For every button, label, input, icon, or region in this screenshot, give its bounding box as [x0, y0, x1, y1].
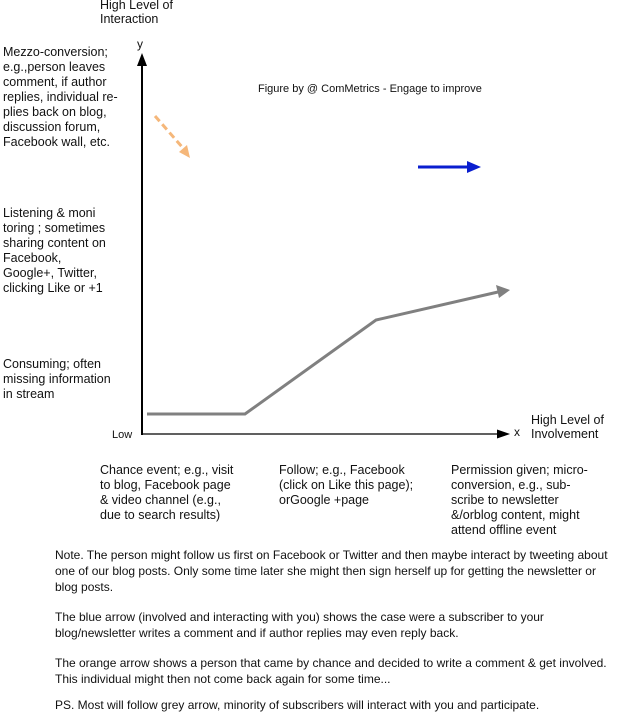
orange-arrowhead [179, 145, 190, 158]
x-axis-arrowhead [497, 430, 510, 439]
ps-note: PS. Most will follow grey arrow, minority of subscribers will interact with you and participate. [55, 698, 540, 712]
x-level-chance-event: Chance event; e.g., visit to blog, Facebook page & video channel (e.g., due to search results) [100, 463, 234, 522]
y-axis-arrowhead [137, 53, 147, 66]
x-level-permission: Permission given; micro- conversion, e.g., sub- scribe to newsletter &/orblog content, might attend offline event [451, 463, 588, 537]
blue-arrow-note: The blue arrow (involved and interacting with you) shows the case were a subscriber to your blog/newsletter writes a comment and if author replies may even reply back. [55, 610, 544, 640]
y-level-mezzo-conversion: Mezzo-conversion; e.g.,person leaves comment, if author replies, individual re- plies back on blog, discussion forum, Facebook wall, etc. [3, 45, 118, 149]
x-axis-symbol: x [514, 425, 520, 439]
grey-arrowhead [496, 285, 510, 298]
blue-arrowhead [467, 161, 481, 173]
orange-dashed-arrow [155, 116, 183, 148]
x-level-follow: Follow; e.g., Facebook (click on Like this page); orGoogle +page [279, 463, 414, 507]
y-level-consuming: Consuming; often missing information in stream [3, 357, 111, 401]
note-paragraph: Note. The person might follow us first on Facebook or Twitter and then maybe interact by tweeting about one of our blog posts. Only some time later she might then sign herself up for getting the newsletter or blog posts. [55, 548, 608, 594]
y-axis-title: High Level of Interaction [100, 0, 173, 26]
orange-arrow-note: The orange arrow shows a person that came by chance and decided to write a comment & get involved. This individual might then not come back again for some time... [55, 656, 607, 686]
grey-path-arrow [147, 292, 498, 414]
y-level-listening: Listening & moni toring ; sometimes sharing content on Facebook, Google+, Twitter, clicking Like or +1 [3, 206, 106, 295]
y-axis-symbol: y [137, 37, 143, 51]
origin-label: Low [112, 429, 133, 441]
x-axis-title: High Level of Involvement [531, 413, 604, 441]
figure-credit: Figure by @ ComMetrics - Engage to improve [258, 83, 482, 95]
